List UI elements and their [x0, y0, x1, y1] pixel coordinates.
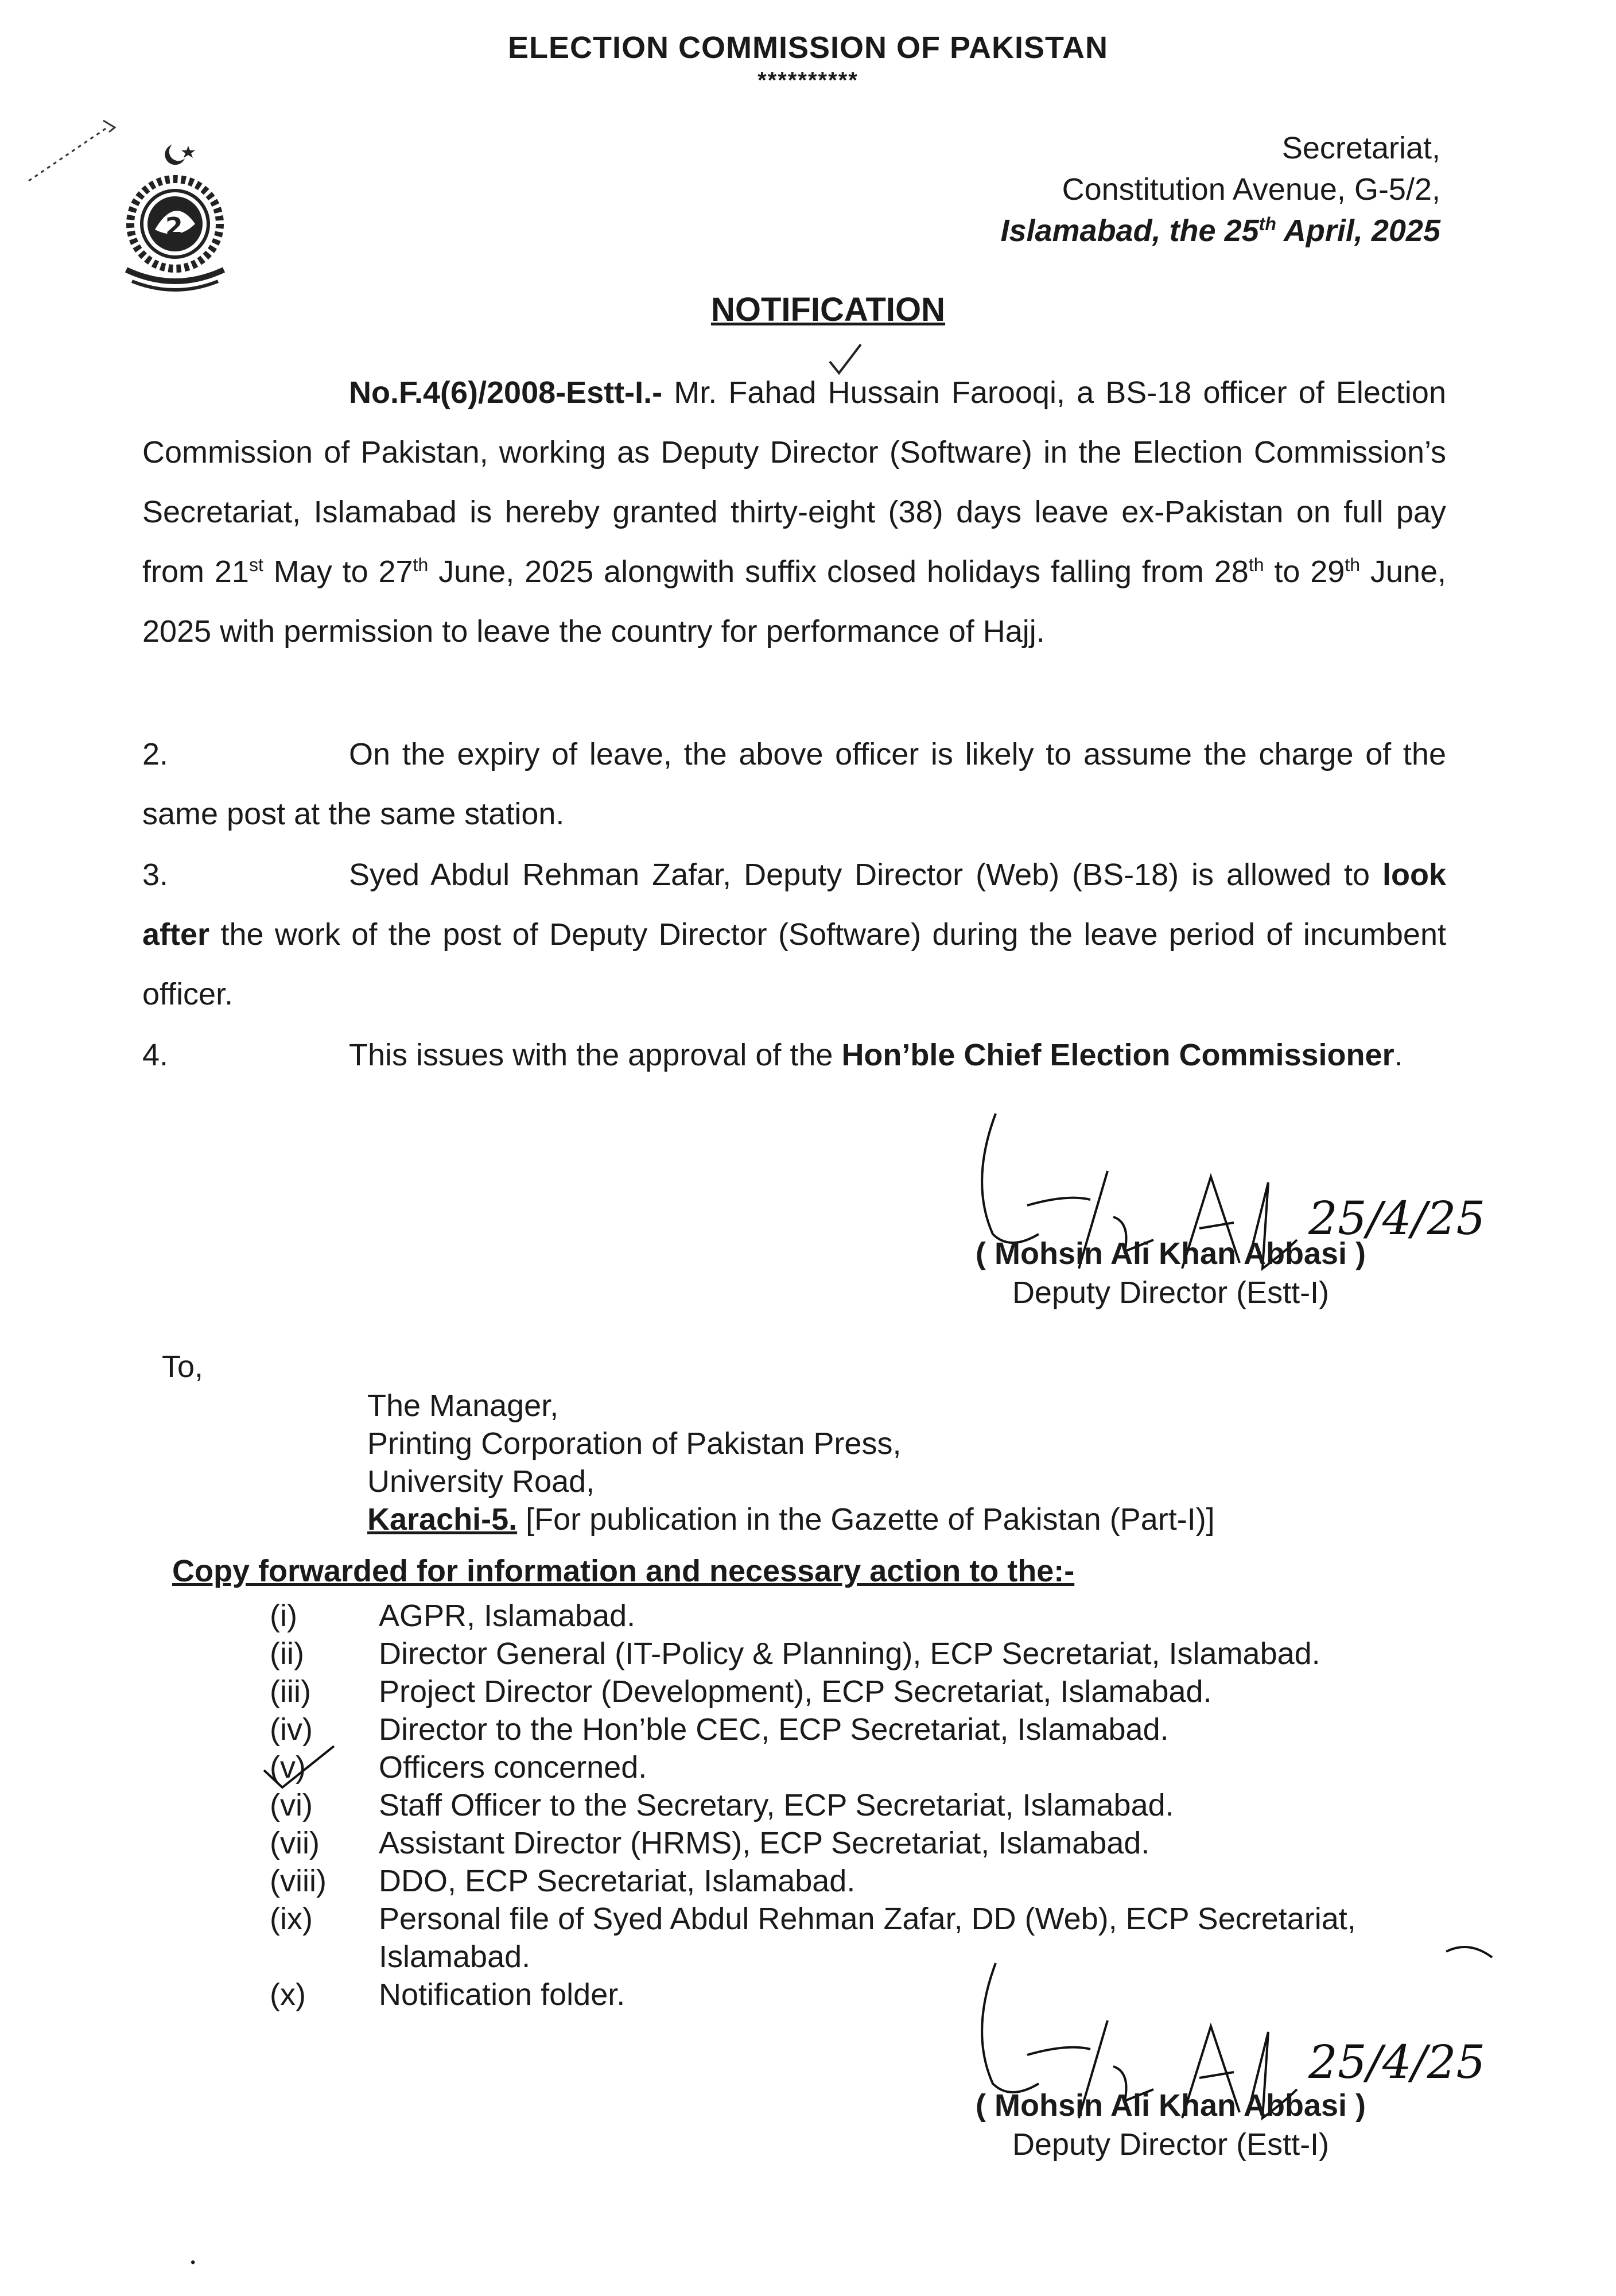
notification-title: NOTIFICATION	[710, 291, 946, 328]
addressee-line-3: University Road,	[367, 1464, 595, 1499]
signatory-designation: Deputy Director (Estt-I)	[1012, 1275, 1330, 1310]
paragraph-4: 4. This issues with the approval of the Hon’ble Chief Election Commissioner.	[142, 1025, 1446, 1085]
signatory-block-2	[953, 2086, 1389, 2164]
signatory-designation: Deputy Director (Estt-I)	[1012, 2127, 1330, 2162]
paragraph-number: 3.	[142, 858, 169, 892]
scan-speck: •	[191, 2255, 196, 2270]
organization-title: ELECTION COMMISSION OF PAKISTAN	[507, 30, 1108, 65]
signatory-block	[953, 1234, 1389, 1312]
address-line-1: Secretariat,	[1281, 131, 1440, 165]
copy-forwarded-heading: Copy forwarded for information and necessary action to the:-	[172, 1554, 1075, 1588]
svg-text:2: 2	[165, 212, 183, 242]
svg-text:25/4/25: 25/4/25	[1308, 1192, 1486, 1245]
publication-note: [For publication in the Gazette of Pakistan (Part-I)]	[517, 1502, 1215, 1537]
address-line-2: Constitution Avenue, G-5/2,	[1062, 172, 1440, 207]
list-item: (ix) Personal file of Syed Abdul Rehman Zafar, DD (Web), ECP Secretariat, Islamabad.	[270, 1902, 1356, 1974]
addressee-city: Karachi-5.	[367, 1502, 518, 1537]
list-item: (viii) DDO, ECP Secretariat, Islamabad.	[270, 1864, 856, 1898]
paragraph-1: No.F.4(6)/2008-Estt-I.- Mr. Fahad Hussain Farooqi, a BS-18 officer of Election Commission of Pakistan, working as Deputy Director (Software) in the Election Commission’s Secretariat, Islamabad is hereby granted thirty-eight (38) days leave ex-Pakistan on full pay from 21st May to 27th June, 2025 alongwith suffix closed holidays falling from 28th to 29th June, 2025 with permission to leave the country for performance of Hajj.	[142, 375, 1446, 649]
signatory-name: ( Mohsin Ali Khan Abbasi )	[976, 2088, 1366, 2123]
paragraph-3: 3. Syed Abdul Rehman Zafar, Deputy Director (Web) (BS-18) is allowed to look after the work of the post of Deputy Director (Software) during the leave period of incumbent officer.	[142, 845, 1446, 1024]
list-item: (vii) Assistant Director (HRMS), ECP Secretariat, Islamabad.	[270, 1826, 1150, 1860]
list-item: (iii) Project Director (Development), ECP Secretariat, Islamabad.	[270, 1674, 1212, 1709]
copy-forwarded-list	[270, 1597, 1469, 2014]
paragraph-number: 2.	[142, 737, 169, 771]
svg-text:25/4/25: 25/4/25	[1308, 2035, 1486, 2089]
to-label: To,	[162, 1349, 204, 1384]
address-date-line: Islamabad, the 25th April, 2025	[1000, 214, 1440, 248]
signatory-name: ( Mohsin Ali Khan Abbasi )	[976, 1236, 1366, 1271]
office-address	[1000, 127, 1440, 251]
list-item: (i) AGPR, Islamabad.	[270, 1599, 636, 1633]
list-item: (iv) Director to the Hon’ble CEC, ECP Secretariat, Islamabad.	[270, 1712, 1169, 1747]
list-item: (ii) Director General (IT-Policy & Planning), ECP Secretariat, Islamabad.	[270, 1636, 1320, 1671]
header-stars-divider: **********	[758, 68, 858, 93]
paragraph-2: 2. On the expiry of leave, the above officer is likely to assume the charge of the same post at the same station.	[142, 724, 1446, 844]
notification-number: No.F.4(6)/2008-Estt-I.-	[349, 375, 663, 410]
handwritten-tick-icon	[259, 1742, 340, 1793]
addressee-block	[367, 1387, 1215, 1538]
list-item: (v) Officers concerned.	[270, 1750, 647, 1785]
addressee-line-1: The Manager,	[367, 1389, 559, 1423]
ecp-emblem-icon	[92, 138, 258, 298]
addressee-line-4	[367, 1500, 1215, 1538]
list-item: (vi) Staff Officer to the Secretary, ECP Secretariat, Islamabad.	[270, 1788, 1174, 1822]
list-item: (x) Notification folder.	[270, 1977, 626, 2012]
paragraph-number: 4.	[142, 1038, 169, 1072]
addressee-line-2: Printing Corporation of Pakistan Press,	[367, 1426, 902, 1461]
